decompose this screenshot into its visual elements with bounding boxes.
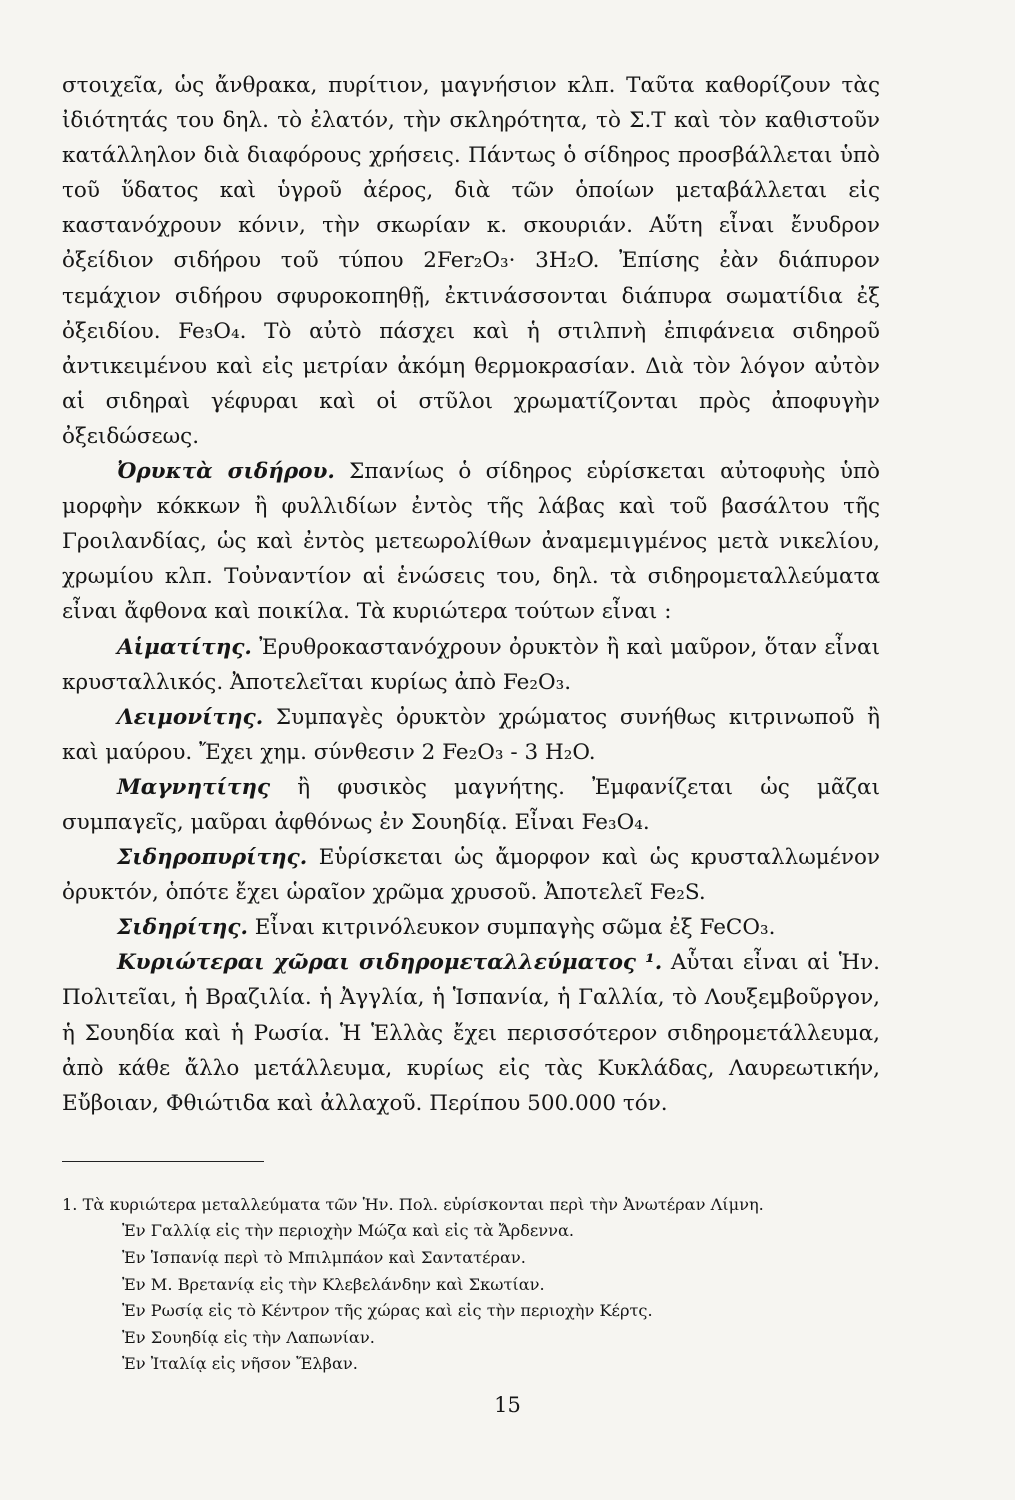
paragraph-text: Αὗται εἶναι αἱ Ἡν. Πολιτεῖαι, ἡ Βραζιλία. ἡ Ἀγγλία, ἡ Ἱσπανία, ἡ Γαλλία, τὸ Λουξεμβοῦργον, ἡ Σουηδία καὶ ἡ Ρωσία. Ἡ Ἑλλὰς ἔχει περισσότερον σιδηρομετάλλευμα, ἀπὸ κάθε ἄλλο μετάλλευμα, κυρίως εἰς τὰς Κυκλάδας, Λαυρεωτικήν, Εὔβοιαν, Φθιώτιδα καὶ ἀλλαχοῦ. Περίπου 500.000 τόν.: [62, 950, 880, 1116]
paragraph-lead: Αἱματίτης.: [117, 634, 252, 660]
footnote: Ἐν Σουηδίᾳ εἰς τὴν Λαπωνίαν.: [122, 1327, 375, 1347]
paragraph: [62, 700, 880, 770]
paragraph-text: Εὑρίσκεται ὡς ἄμορφον καὶ ὡς κρυσταλλωμένον ὀρυκτόν, ὁπότε ἔχει ὡραῖον χρῶμα χρυσοῦ. Ἀποτελεῖ Fe₂S.: [62, 845, 880, 906]
paragraph: [62, 68, 880, 454]
paragraph-text: Ἐρυθροκαστανόχρουν ὀρυκτὸν ἢ καὶ μαῦρον, ὅταν εἶναι κρυσταλλικός. Ἀποτελεῖται κυρίως ἀπὸ Fe₂O₃.: [62, 634, 880, 695]
paragraph-lead: Ὀρυκτὰ σιδήρου.: [117, 459, 335, 485]
footnote-text: 1. Τὰ κυριώτερα μεταλλεύματα τῶν Ἡν. Πολ. εὑρίσκονται περὶ τὴν Ἀνωτέραν Λίμνη.: [62, 1194, 764, 1214]
paragraph: [62, 770, 880, 840]
footnote-divider: [62, 1161, 264, 1162]
footnote: Ἐν Ἱσπανίᾳ περὶ τὸ Μπιλμπάον καὶ Σαντατέραν.: [122, 1248, 526, 1267]
body-text: [62, 68, 880, 1121]
paragraph-lead: Σιδηρίτης.: [117, 915, 248, 941]
paragraph-lead: Λειμονίτης.: [117, 704, 264, 730]
paragraph: [62, 945, 880, 1120]
paragraph-text: Εἶναι κιτρινόλευκον συμπαγὴς σῶμα ἐξ FeCO₃.: [247, 915, 776, 941]
paragraph: [62, 454, 880, 629]
paragraph-text: Συμπαγὲς ὀρυκτὸν χρώματος συνήθως κιτρινωποῦ ἢ καὶ μαύρου. Ἔχει χημ. σύνθεσιν 2 Fe₂O₃ - 3 H₂O.: [62, 704, 880, 765]
footnote: Ἐν Γαλλίᾳ εἰς τὴν περιοχὴν Μώζα καὶ εἰς τὰ Ἄρδεννα.: [122, 1221, 575, 1241]
paragraph-lead: Μαγνητίτης: [117, 774, 271, 800]
paragraph: [62, 840, 880, 910]
paragraph-text: στοιχεῖα, ὡς ἄνθρακα, πυρίτιον, μαγνήσιον κλπ. Ταῦτα καθορίζουν τὰς ἰδιότητάς του δηλ. τὸ ἐλατόν, τὴν σκληρότητα, τὸ Σ.Τ καὶ τὸν καθιστοῦν κατάλληλον διὰ διαφόρους χρήσεις. Πάντως ὁ σίδηρος προσβάλλεται ὑπὸ τοῦ ὕδατος καὶ ὑγροῦ ἀέρος, διὰ τῶν ὁποίων μεταβάλλεται εἰς καστανόχρουν κόνιν, τὴν σκωρίαν κ. σκουριάν. Αὕτη εἶναι ἔνυδρον ὀξείδιον σιδήρου τοῦ τύπου 2Fer₂O₃· 3H₂O. Ἐπίσης ἐὰν διάπυρον τεμάχιον σιδήρου σφυροκοπηθῇ, ἐκτινάσσονται διάπυρα σωματίδια ἐξ ὀξειδίου. Fe₃O₄. Τὸ αὐτὸ πάσχει καὶ ἡ στιλπνὴ ἐπιφάνεια σιδηροῦ ἀντικειμένου καὶ εἰς μετρίαν ἀκόμη θερμοκρασίαν. Διὰ τὸν λόγον αὐτὸν αἱ σιδηραὶ γέφυραι καὶ οἱ στῦλοι χρωματίζονται πρὸς ἀποφυγὴν ὀξειδώσεως.: [62, 73, 880, 449]
paragraph-text: ἢ φυσικὸς μαγνήτης. Ἐμφανίζεται ὡς μᾶζαι συμπαγεῖς, μαῦραι ἀφθόνως ἐν Σουηδίᾳ. Εἶναι Fe₃O₄.: [62, 774, 880, 835]
footnote: Ἐν Ἰταλίᾳ εἰς νῆσον Ἔλβαν.: [122, 1354, 358, 1374]
footnote: Ἐν Ρωσίᾳ εἰς τὸ Κέντρον τῆς χώρας καὶ εἰς τὴν περιοχὴν Κέρτς.: [122, 1301, 653, 1321]
page-number: 15: [494, 1393, 521, 1417]
footnote: Ἐν Μ. Βρετανίᾳ εἰς τὴν Κλεβελάνδην καὶ Σκωτίαν.: [122, 1274, 545, 1294]
paragraph-text: Σπανίως ὁ σίδηρος εὑρίσκεται αὐτοφυὴς ὑπὸ μορφὴν κόκκων ἢ φυλλιδίων ἐντὸς τῆς λάβας καὶ τοῦ βασάλτου τῆς Γροιλανδίας, ὡς καὶ ἐντὸς μετεωρολίθων ἀναμεμιγμένος μετὰ νικελίου, χρωμίου κλπ. Τοὐναντίον αἱ ἑνώσεις του, δηλ. τὰ σιδηρομεταλλεύματα εἶναι ἄφθονα καὶ ποικίλα. Τὰ κυριώτερα τούτων εἶναι :: [62, 459, 880, 625]
paragraph: [62, 910, 880, 945]
footnote: [62, 1192, 880, 1219]
footnotes: [62, 1192, 880, 1378]
paragraph-lead: Κυριώτεραι χῶραι σιδηρομεταλλεύματος ¹.: [117, 950, 663, 976]
page-content: [62, 68, 880, 1378]
paragraph: [62, 630, 880, 700]
paragraph-lead: Σιδηροπυρίτης.: [117, 845, 308, 871]
